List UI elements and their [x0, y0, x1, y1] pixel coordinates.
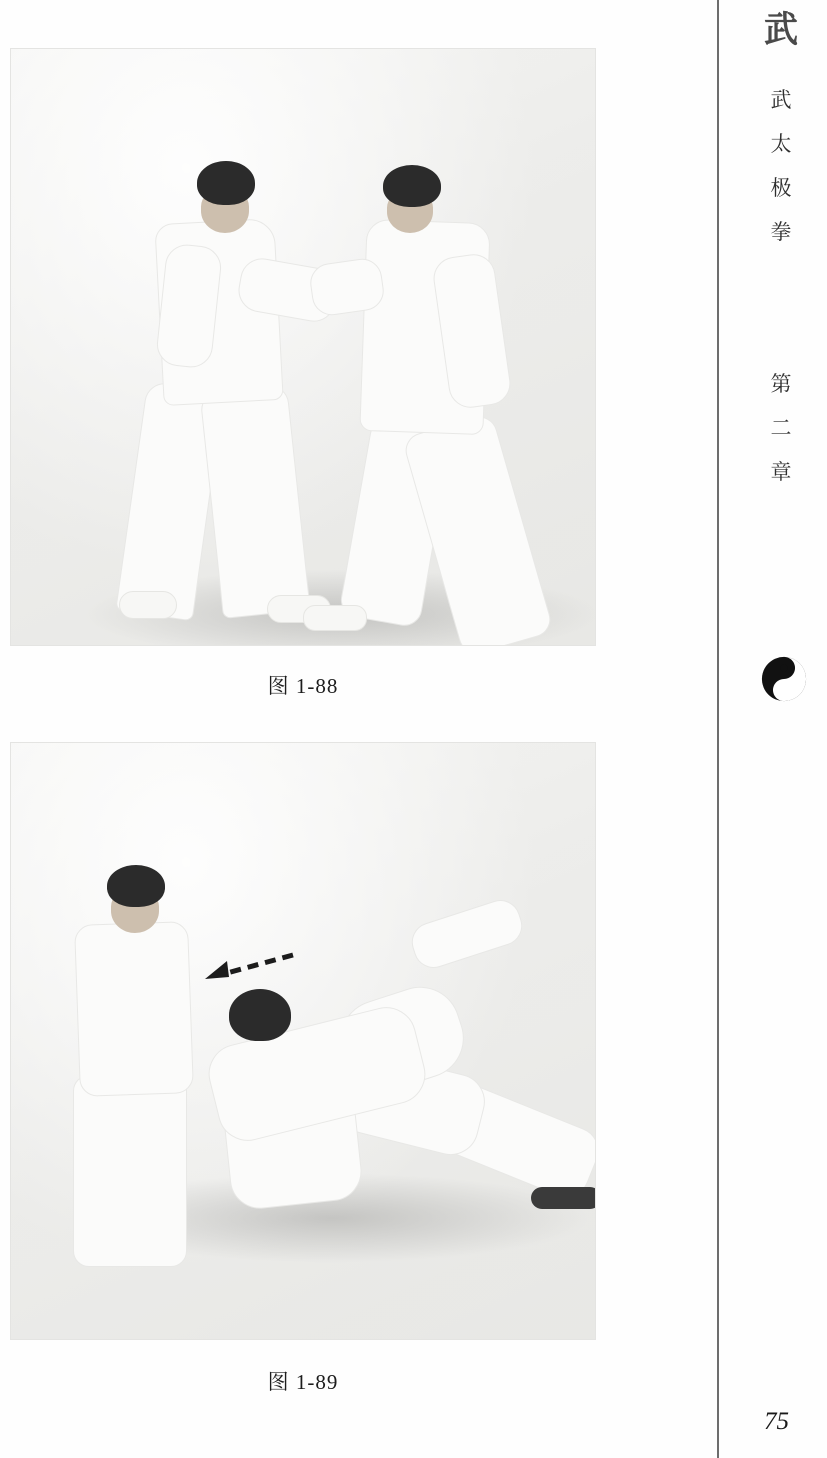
rail-chapter-char: 二 [770, 416, 792, 440]
figure-thrower-head [107, 865, 165, 907]
rail-chapter-char: 章 [770, 460, 792, 484]
rail-title-char: 极 [770, 176, 792, 200]
figure-person-left-shoe-left [119, 591, 177, 619]
rail-title-char: 太 [770, 132, 792, 156]
rail-chapter-char: 第 [770, 372, 792, 396]
rail-vertical-chapter [759, 362, 803, 494]
rail-divider [717, 0, 719, 1458]
figure-caption: 图 1-89 [267, 1370, 339, 1394]
figure-person-right-head [383, 165, 441, 207]
figure-thrower-legs [73, 1075, 187, 1267]
rail-title-char: 武 [770, 88, 792, 112]
photo-1-88 [10, 48, 596, 646]
motion-arrow-icon [201, 951, 297, 981]
side-rail [717, 0, 827, 1458]
photo-1-89 [10, 742, 596, 1340]
rail-vertical-title [759, 78, 803, 254]
figure-person-left-head [197, 161, 255, 205]
book-logo-icon: 武 [764, 9, 794, 52]
figure-1-88 [10, 48, 596, 700]
figure-person-right-shoe-left [303, 605, 367, 631]
rail-title-char: 拳 [770, 220, 792, 244]
page-number: 75 [764, 1408, 789, 1435]
figure-opponent-head [229, 989, 291, 1041]
figure-opponent-shoe [531, 1187, 596, 1209]
figure-caption: 图 1-88 [267, 674, 339, 698]
figure-thrower-torso [74, 921, 194, 1097]
yin-yang-icon [761, 656, 807, 702]
figure-1-89 [10, 742, 596, 1396]
